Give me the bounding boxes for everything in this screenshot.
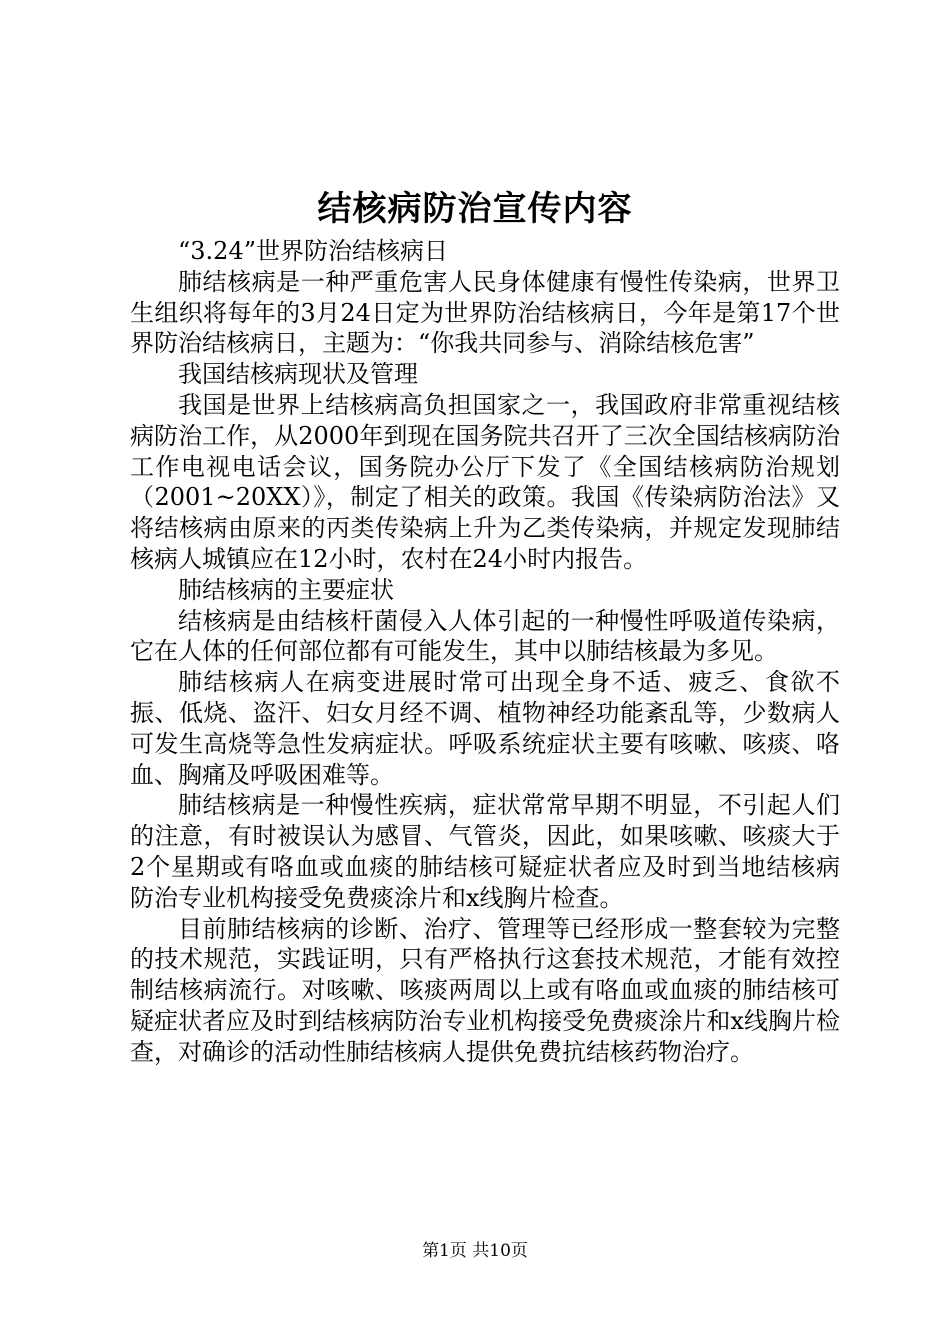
paragraph-heading-world-tb-day: “3.24”世界防治结核病日 [178,237,448,265]
paragraph-heading-status-management: 我国结核病现状及管理 [178,360,418,389]
paragraph: 肺结核病是一种慢性疾病，症状常常早期不明显，不引起人们的注意，有时被误认为感冒、气管炎，因此，如果咳嗽、咳痰大于2个星期或有咯血或血痰的肺结核可疑症状者应及时到当地结核病防治专业机构接受免费痰涂片和x线胸片检查。 [130,791,840,912]
document-body [130,236,840,1068]
paragraph: 结核病是由结核杆菌侵入人体引起的一种慢性呼吸道传染病，它在人体的任何部位都有可能发生，其中以肺结核最为多见。 [130,606,840,666]
paragraph: 肺结核病是一种严重危害人民身体健康有慢性传染病，世界卫生组织将每年的3月24日定为世界防治结核病日，今年是第17个世界防治结核病日，主题为：“你我共同参与、消除结核危害” [130,267,840,358]
paragraph-heading-main-symptoms: 肺结核病的主要症状 [178,575,394,604]
document-title: 结核病防治宣传内容 [317,189,633,229]
page-footer: 第1页 共10页 [422,1241,528,1261]
paragraph: 我国是世界上结核病高负担国家之一，我国政府非常重视结核病防治工作，从2000年到现在国务院共召开了三次全国结核病防治工作电视电话会议，国务院办公厅下发了《全国结核病防治规划（2001~20XX）》，制定了相关的政策。我国《传染病防治法》又将结核病由原来的丙类传染病上升为乙类传染病，并规定发现肺结核病人城镇应在12小时，农村在24小时内报告。 [130,390,840,573]
paragraph: 肺结核病人在病变进展时常可出现全身不适、疲乏、食欲不振、低烧、盗汗、妇女月经不调、植物神经功能紊乱等，少数病人可发生高烧等急性发病症状。呼吸系统症状主要有咳嗽、咳痰、咯血、胸痛及呼吸困难等。 [130,668,840,789]
paragraph: 目前肺结核病的诊断、治疗、管理等已经形成一整套较为完整的技术规范，实践证明，只有严格执行这套技术规范，才能有效控制结核病流行。对咳嗽、咳痰两周以上或有咯血或血痰的肺结核可疑症状者应及时到结核病防治专业机构接受免费痰涂片和x线胸片检查，对确诊的活动性肺结核病人提供免费抗结核药物治疗。 [130,914,840,1066]
